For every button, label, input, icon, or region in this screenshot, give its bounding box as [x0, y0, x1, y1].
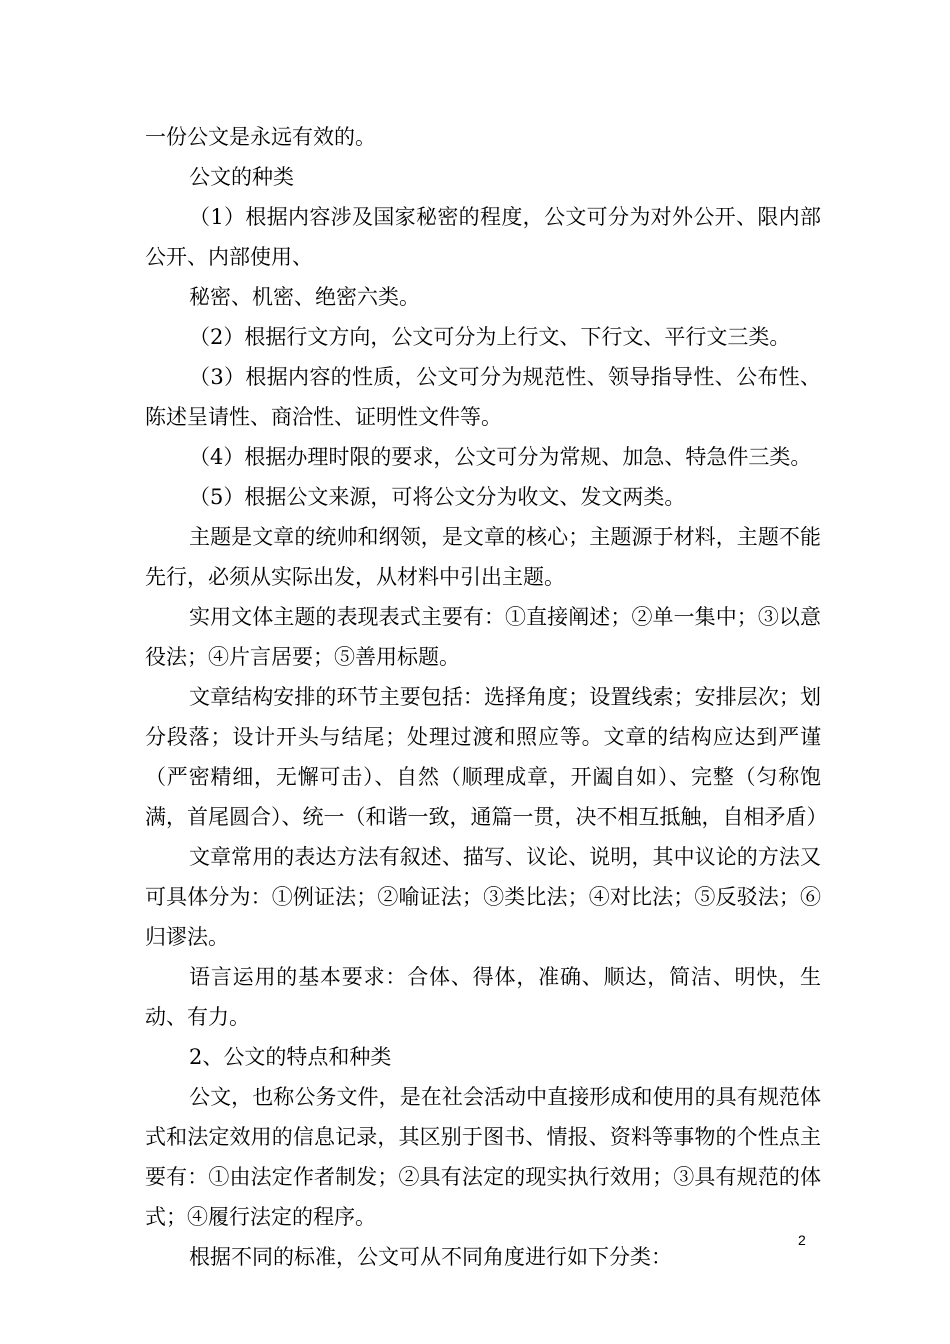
paragraph: 公文，也称公务文件，是在社会活动中直接形成和使用的具有规范体式和法定效用的信息记录，其区别于图书、情报、资料等事物的个性点主要有：①由法定作者制发；②具有法定的现实执行效用；③具有规范的体式；④履行法定的程序。 [145, 1085, 821, 1229]
paragraph: 一份公文是永远有效的。 [145, 125, 376, 149]
paragraph: 文章常用的表达方法有叙述、描写、议论、说明，其中议论的方法又可具体分为：①例证法；②喻证法；③类比法；④对比法；⑤反驳法；⑥归谬法。 [145, 845, 821, 949]
section-heading: 2、公文的特点和种类 [189, 1045, 392, 1069]
paragraph: （5）根据公文来源，可将公文分为收文、发文两类。 [189, 485, 686, 509]
paragraph: 语言运用的基本要求：合体、得体，准确、顺达，简洁、明快，生动、有力。 [145, 965, 821, 1029]
paragraph: （4）根据办理时限的要求，公文可分为常规、加急、特急件三类。 [189, 445, 812, 469]
paragraph: 秘密、机密、绝密六类。 [189, 285, 420, 309]
paragraph: 实用文体主题的表现表式主要有：①直接阐述；②单一集中；③以意役法；④片言居要；⑤善用标题。 [145, 605, 821, 669]
paragraph: 主题是文章的统帅和纲领，是文章的核心；主题源于材料，主题不能先行，必须从实际出发，从材料中引出主题。 [145, 525, 821, 589]
paragraph: （3）根据内容的性质，公文可分为规范性、领导指导性、公布性、陈述呈请性、商洽性、证明性文件等。 [145, 365, 821, 429]
page-number: 2 [798, 1232, 806, 1248]
paragraph: （1）根据内容涉及国家秘密的程度，公文可分为对外公开、限内部公开、内部使用、 [145, 205, 821, 269]
paragraph: 文章结构安排的环节主要包括：选择角度；设置线索；安排层次；划分段落；设计开头与结尾；处理过渡和照应等。文章的结构应达到严谨（严密精细，无懈可击）、自然（顺理成章，开阖自如）、完整（匀称饱满，首尾圆合）、统一（和谐一致，通篇一贯，决不相互抵触，自相矛盾） [145, 685, 828, 829]
paragraph: 根据不同的标准，公文可从不同角度进行如下分类： [189, 1245, 672, 1269]
section-heading: 公文的种类 [189, 165, 294, 189]
paragraph: （2）根据行文方向，公文可分为上行文、下行文、平行文三类。 [189, 325, 791, 349]
document-body [145, 117, 828, 1277]
